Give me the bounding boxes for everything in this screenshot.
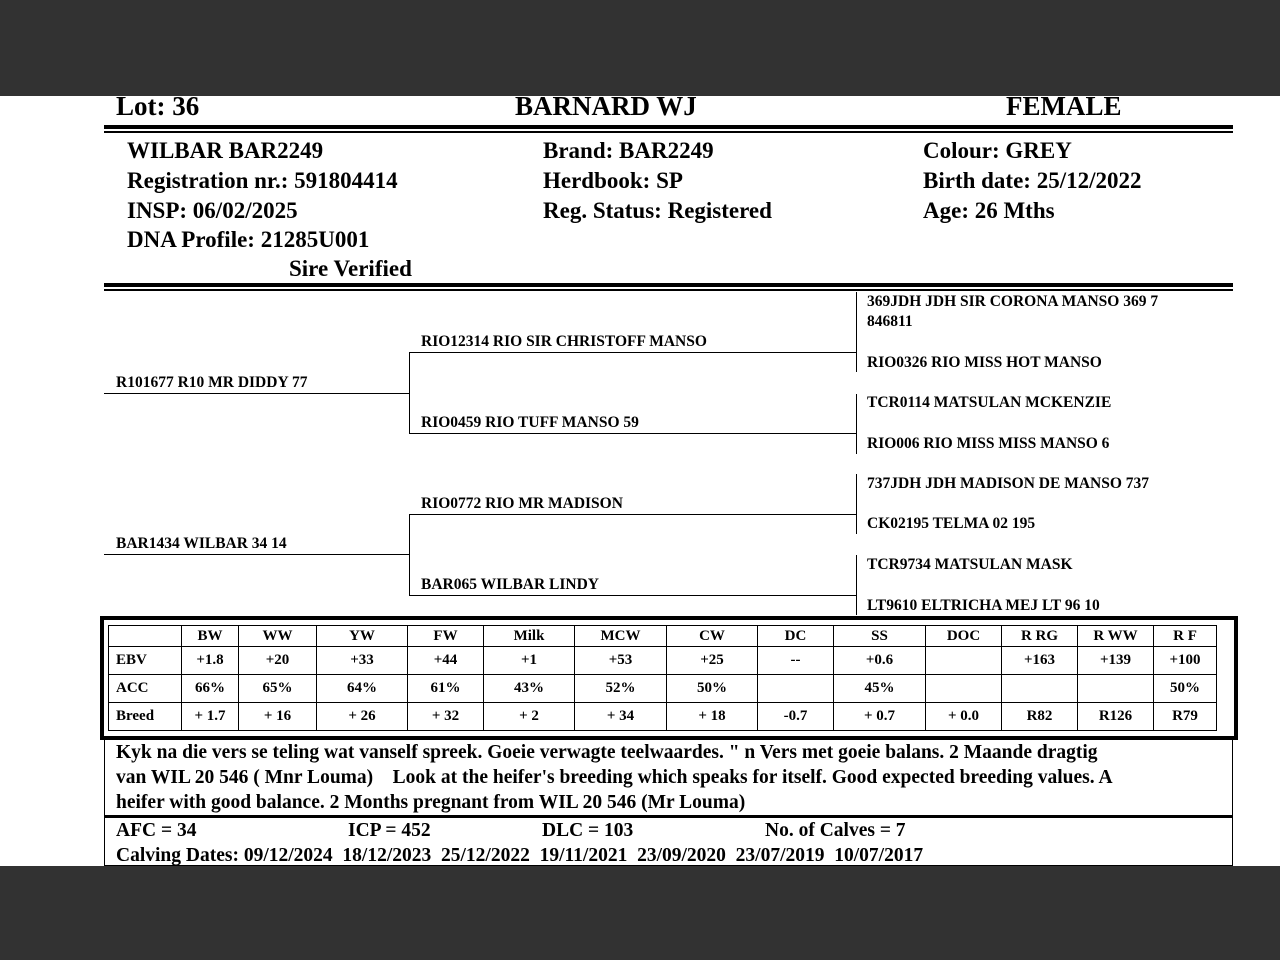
ebv-cell: +33 xyxy=(317,647,408,675)
acc-cell xyxy=(1002,675,1078,703)
calves-count: No. of Calves = 7 xyxy=(765,820,906,841)
registration-number: Registration nr.: 591804414 xyxy=(127,168,398,193)
ebv-header-cell: Milk xyxy=(484,626,575,647)
brand: Brand: BAR2249 xyxy=(543,138,714,163)
acc-cell xyxy=(926,675,1002,703)
acc-cell: 45% xyxy=(834,675,926,703)
ebv-cell: +139 xyxy=(1078,647,1154,675)
ggp-bracket-4 xyxy=(856,555,857,615)
comment-line: heifer with good balance. 2 Months pregnant from WIL 20 546 (Mr Louma) xyxy=(116,792,746,813)
dlc-value: DLC = 103 xyxy=(542,820,634,841)
acc-cell: 66% xyxy=(182,675,239,703)
ggp-1-cont: 846811 xyxy=(867,313,913,330)
ebv-header-row xyxy=(109,626,1217,647)
comment-line: van WIL 20 546 ( Mnr Louma) Look at the heifer's breeding which speaks for itself. Good expected breeding values. A xyxy=(116,767,1113,788)
acc-cell: 65% xyxy=(239,675,317,703)
ebv-header-cell: DC xyxy=(758,626,834,647)
colour: Colour: GREY xyxy=(923,138,1072,163)
sire-sire-line xyxy=(409,352,856,353)
inspection-date: INSP: 06/02/2025 xyxy=(127,198,298,223)
ebv-cell: +53 xyxy=(575,647,667,675)
ebv-header-cell: SS xyxy=(834,626,926,647)
ggp-bracket-3 xyxy=(856,474,857,534)
breed-cell: + 26 xyxy=(317,703,408,731)
dam-sire-line xyxy=(409,514,856,515)
acc-cell: 50% xyxy=(667,675,758,703)
ebv-cell: +1.8 xyxy=(182,647,239,675)
ebv-cell: +25 xyxy=(667,647,758,675)
dna-profile: DNA Profile: 21285U001 xyxy=(127,227,370,252)
calving-stats-row xyxy=(116,818,1232,843)
sire-dam-line xyxy=(409,433,856,434)
breed-cell: R79 xyxy=(1154,703,1217,731)
acc-cell: 52% xyxy=(575,675,667,703)
ebv-cell: -- xyxy=(758,647,834,675)
birth-date: Birth date: 25/12/2022 xyxy=(923,168,1142,193)
breed-cell: + 2 xyxy=(484,703,575,731)
breed-cell: + 32 xyxy=(408,703,484,731)
animal-name: WILBAR BAR2249 xyxy=(127,138,324,163)
breed-cell: + 18 xyxy=(667,703,758,731)
sex-label: FEMALE xyxy=(1006,91,1122,121)
acc-cell: 64% xyxy=(317,675,408,703)
icp-value: ICP = 452 xyxy=(348,820,431,841)
dam-bracket xyxy=(409,514,410,596)
ebv-header-cell: R F xyxy=(1154,626,1217,647)
breed-cell: + 0.7 xyxy=(834,703,926,731)
acc-cell xyxy=(758,675,834,703)
breed-row-label: Breed xyxy=(109,703,182,731)
afc-value: AFC = 34 xyxy=(116,820,197,841)
calving-box xyxy=(104,816,1233,866)
calving-dates-row xyxy=(116,843,1232,868)
ggp-bracket-1 xyxy=(856,292,857,372)
lot-sheet xyxy=(0,91,1280,866)
acc-cell: 61% xyxy=(408,675,484,703)
ebv-row-label: EBV xyxy=(109,647,182,675)
ebv-cell: +100 xyxy=(1154,647,1217,675)
ebv-header-cell: FW xyxy=(408,626,484,647)
ebv-header-cell: DOC xyxy=(926,626,1002,647)
info-rule-thick xyxy=(104,283,1233,287)
ebv-row xyxy=(109,647,1217,675)
dam-dam-line xyxy=(409,595,856,596)
ggp-5: 737JDH JDH MADISON DE MANSO 737 xyxy=(867,475,1150,492)
registration-status: Reg. Status: Registered xyxy=(543,198,772,223)
ggp-6: CK02195 TELMA 02 195 xyxy=(867,515,1036,532)
breed-cell: + 1.7 xyxy=(182,703,239,731)
ebv-header-cell: YW xyxy=(317,626,408,647)
breed-cell: R82 xyxy=(1002,703,1078,731)
ebv-cell: +1 xyxy=(484,647,575,675)
age: Age: 26 Mths xyxy=(923,198,1055,223)
breed-cell: + 0.0 xyxy=(926,703,1002,731)
sire-line xyxy=(104,393,409,394)
ebv-cell: +163 xyxy=(1002,647,1078,675)
sire-dam-name: RIO0459 RIO TUFF MANSO 59 xyxy=(421,414,639,431)
info-rule-thin xyxy=(104,289,1233,291)
dam-line xyxy=(104,554,409,555)
acc-row xyxy=(109,675,1217,703)
herdbook: Herdbook: SP xyxy=(543,168,683,193)
breed-cell: + 34 xyxy=(575,703,667,731)
ebv-header-cell: MCW xyxy=(575,626,667,647)
ggp-4: RIO006 RIO MISS MISS MANSO 6 xyxy=(867,435,1110,452)
ebv-header-cell: R WW xyxy=(1078,626,1154,647)
ggp-3: TCR0114 MATSULAN MCKENZIE xyxy=(867,394,1112,411)
acc-cell xyxy=(1078,675,1154,703)
acc-row-label: ACC xyxy=(109,675,182,703)
dam-dam-name: BAR065 WILBAR LINDY xyxy=(421,576,599,593)
ebv-header-cell: CW xyxy=(667,626,758,647)
ggp-bracket-2 xyxy=(856,394,857,454)
ebv-table xyxy=(108,625,1217,731)
comment-box xyxy=(104,740,1233,816)
sire-verified: Sire Verified xyxy=(289,256,412,281)
ebv-cell: +0.6 xyxy=(834,647,926,675)
dam-name: BAR1434 WILBAR 34 14 xyxy=(116,535,287,552)
breed-row xyxy=(109,703,1217,731)
ebv-cell: +44 xyxy=(408,647,484,675)
ggp-8: LT9610 ELTRICHA MEJ LT 96 10 xyxy=(867,597,1100,614)
ebv-cell xyxy=(926,647,1002,675)
dam-sire-name: RIO0772 RIO MR MADISON xyxy=(421,495,623,512)
ebv-header-cell: WW xyxy=(239,626,317,647)
ebv-header-cell xyxy=(109,626,182,647)
ebv-header-cell: R RG xyxy=(1002,626,1078,647)
sire-bracket xyxy=(409,352,410,434)
header-rule-thick xyxy=(104,125,1233,129)
ggp-2: RIO0326 RIO MISS HOT MANSO xyxy=(867,354,1102,371)
ggp-7: TCR9734 MATSULAN MASK xyxy=(867,556,1073,573)
sire-sire-name: RIO12314 RIO SIR CHRISTOFF MANSO xyxy=(421,333,707,350)
header-rule-thin xyxy=(104,131,1233,133)
ebv-cell: +20 xyxy=(239,647,317,675)
lot-number: Lot: 36 xyxy=(116,91,200,121)
calving-dates: Calving Dates: 09/12/2024 18/12/2023 25/12/2022 19/11/2021 23/09/2020 23/07/2019 10/07/2017 xyxy=(116,845,924,866)
ggp-1: 369JDH JDH SIR CORONA MANSO 369 7 xyxy=(867,293,1159,310)
comment-line: Kyk na die vers se teling wat vanself spreek. Goeie verwagte teelwaardes. " n Vers met goeie balans. 2 Maande dragtig xyxy=(116,742,1098,763)
breed-cell: R126 xyxy=(1078,703,1154,731)
breed-cell: -0.7 xyxy=(758,703,834,731)
breeder-name: BARNARD WJ xyxy=(515,91,697,121)
acc-cell: 43% xyxy=(484,675,575,703)
breed-cell: + 16 xyxy=(239,703,317,731)
ebv-header-cell: BW xyxy=(182,626,239,647)
acc-cell: 50% xyxy=(1154,675,1217,703)
sire-name: R101677 R10 MR DIDDY 77 xyxy=(116,374,308,391)
